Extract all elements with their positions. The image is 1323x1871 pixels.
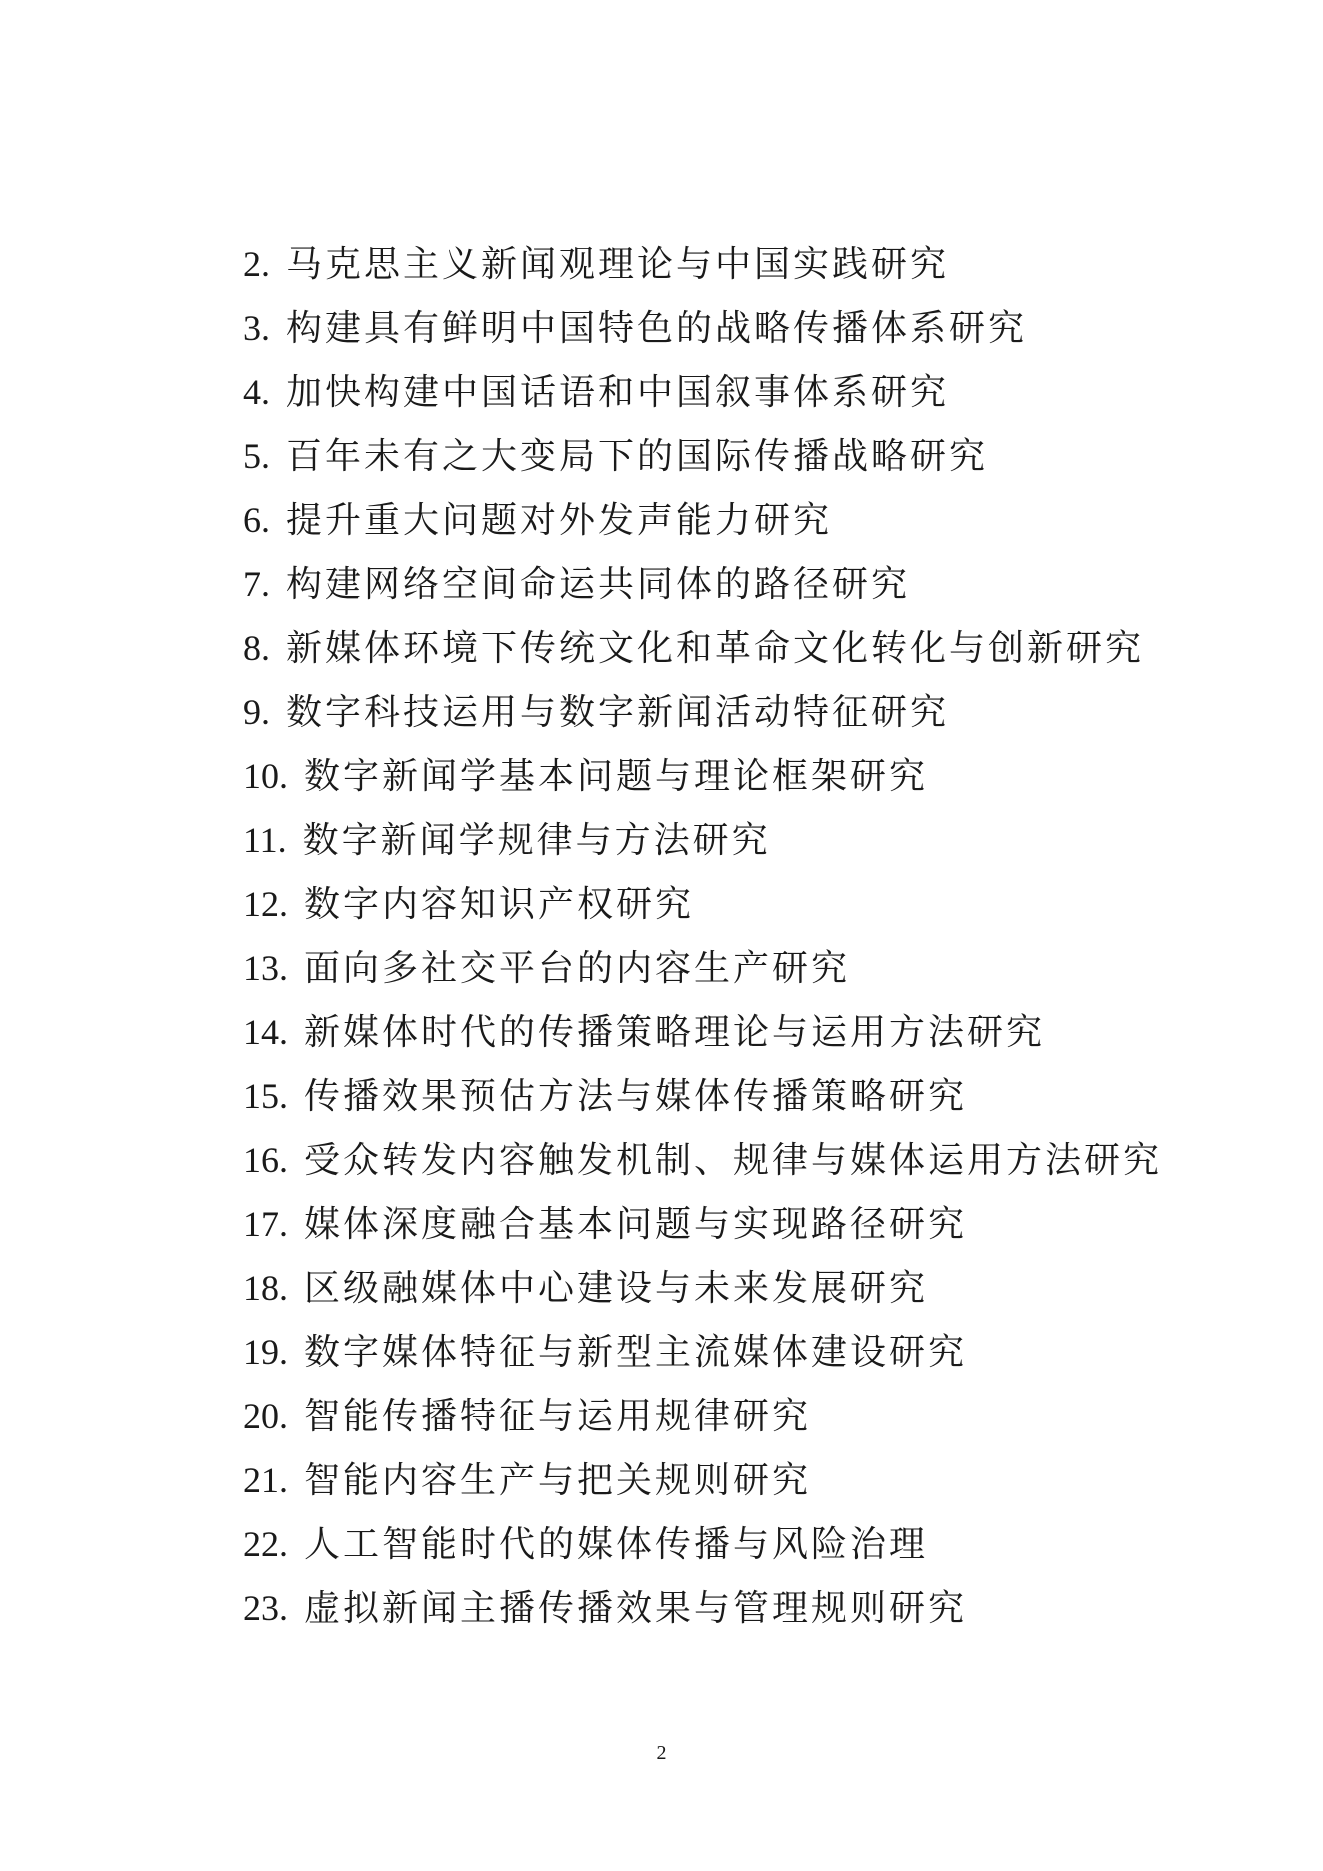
topic-title: 加快构建中国话语和中国叙事体系研究 [286,372,950,413]
topic-title: 区级融媒体中心建设与未来发展研究 [304,1268,929,1309]
topic-item [243,1256,1162,1320]
topic-title: 百年未有之大变局下的国际传播战略研究 [286,436,989,477]
topic-item [243,936,1162,1000]
topic-title: 构建具有鲜明中国特色的战略传播体系研究 [286,308,1028,349]
topic-title: 提升重大问题对外发声能力研究 [286,500,833,541]
topic-title: 构建网络空间命运共同体的路径研究 [286,564,911,605]
page-number: 2 [656,1742,667,1764]
topic-item [243,744,1162,808]
topic-list [243,232,1162,1640]
topic-item [243,1448,1162,1512]
topic-number: 2. [243,244,270,284]
topic-item [243,1384,1162,1448]
topic-title: 虚拟新闻主播传播效果与管理规则研究 [304,1588,968,1629]
topic-title: 数字新闻学规律与方法研究 [302,820,771,861]
topic-number: 16. [243,1140,288,1180]
topic-title: 数字内容知识产权研究 [304,884,695,925]
topic-number: 9. [243,692,270,732]
topic-item [243,1192,1162,1256]
topic-item [243,1000,1162,1064]
topic-number: 19. [243,1332,288,1372]
topic-item [243,616,1162,680]
topic-title: 智能内容生产与把关规则研究 [304,1460,812,1501]
topic-number: 18. [243,1268,288,1308]
topic-title: 新媒体环境下传统文化和革命文化转化与创新研究 [286,628,1145,669]
topic-item [243,296,1162,360]
topic-number: 7. [243,564,270,604]
topic-title: 马克思主义新闻观理论与中国实践研究 [286,244,950,285]
topic-item [243,808,1162,872]
topic-number: 12. [243,884,288,924]
topic-title: 面向多社交平台的内容生产研究 [304,948,851,989]
topic-number: 20. [243,1396,288,1436]
topic-item [243,360,1162,424]
topic-number: 11. [243,820,287,860]
topic-title: 传播效果预估方法与媒体传播策略研究 [304,1076,968,1117]
topic-item [243,1320,1162,1384]
topic-item [243,872,1162,936]
topic-item [243,424,1162,488]
topic-number: 22. [243,1524,288,1564]
topic-title: 媒体深度融合基本问题与实现路径研究 [304,1204,968,1245]
topic-title: 受众转发内容触发机制、规律与媒体运用方法研究 [304,1140,1163,1181]
topic-item [243,1064,1162,1128]
topic-number: 13. [243,948,288,988]
topic-title: 智能传播特征与运用规律研究 [304,1396,812,1437]
topic-title: 人工智能时代的媒体传播与风险治理 [304,1524,929,1565]
topic-item [243,552,1162,616]
topic-item [243,232,1162,296]
topic-title: 数字媒体特征与新型主流媒体建设研究 [304,1332,968,1373]
topic-title: 新媒体时代的传播策略理论与运用方法研究 [304,1012,1046,1053]
topic-item [243,1128,1162,1192]
topic-number: 23. [243,1588,288,1628]
topic-item [243,1576,1162,1640]
topic-item [243,1512,1162,1576]
topic-item [243,680,1162,744]
topic-number: 8. [243,628,270,668]
topic-title: 数字新闻学基本问题与理论框架研究 [304,756,929,797]
topic-number: 17. [243,1204,288,1244]
topic-number: 21. [243,1460,288,1500]
topic-number: 4. [243,372,270,412]
topic-number: 6. [243,500,270,540]
topic-title: 数字科技运用与数字新闻活动特征研究 [286,692,950,733]
topic-number: 14. [243,1012,288,1052]
topic-item [243,488,1162,552]
topic-number: 3. [243,308,270,348]
topic-number: 15. [243,1076,288,1116]
topic-number: 5. [243,436,270,476]
topic-number: 10. [243,756,288,796]
